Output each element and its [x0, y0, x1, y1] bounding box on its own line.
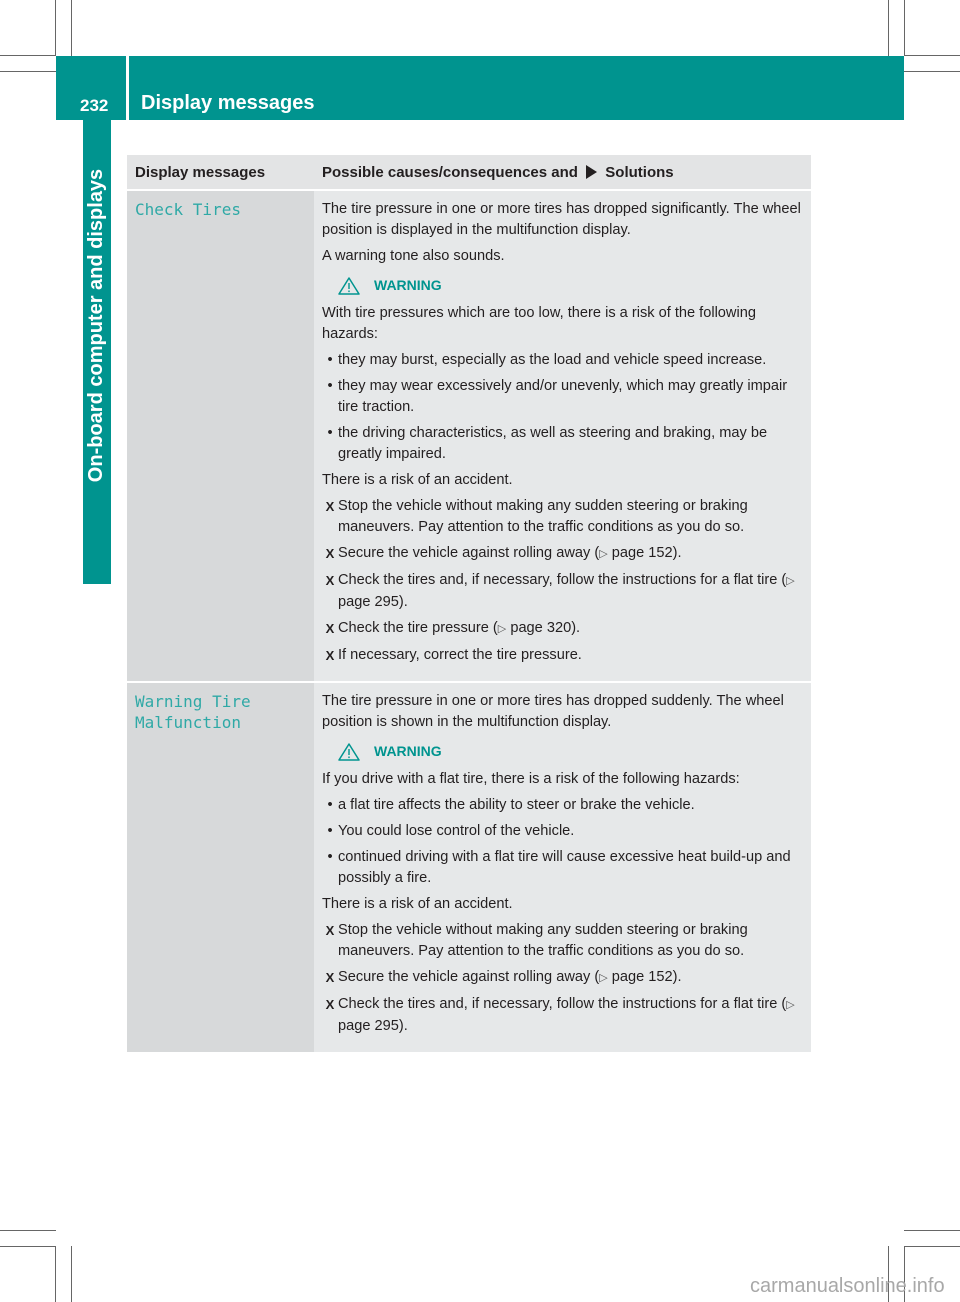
bullet-icon: •	[327, 849, 333, 865]
step-text: Stop the vehicle without making any sudden steering or braking maneuvers. Pay attention to the traffic conditions as you do so.	[338, 922, 748, 959]
bullet-icon: •	[327, 797, 333, 813]
warning-label: WARNING	[374, 277, 442, 293]
chapter-title: On-board computer and displays	[85, 168, 108, 482]
crop-mark	[71, 0, 72, 56]
step-x-icon: X	[325, 499, 335, 514]
display-message-cell	[127, 190, 314, 682]
step-text: Stop the vehicle without making any sudden steering or braking maneuvers. Pay attention to the traffic conditions as you do so.	[338, 498, 748, 535]
page-ref-arrow-icon: ▷	[786, 575, 795, 587]
warning-triangle-icon	[338, 277, 360, 295]
step-text: Check the tires and, if necessary, follow the instructions for a flat tire (	[338, 996, 787, 1012]
warning-intro: With tire pressures which are too low, there is a risk of the following hazards:	[322, 305, 756, 342]
bullet-text: a flat tire affects the ability to steer or brake the vehicle.	[338, 797, 695, 813]
chapter-side-tab-label	[83, 120, 111, 530]
list-item	[322, 847, 804, 889]
step-text: Check the tires and, if necessary, follow the instructions for a flat tire (	[338, 572, 787, 588]
page-ref-arrow-icon: ▷	[599, 972, 608, 984]
step-item	[322, 994, 804, 1037]
page-ref-arrow-icon: ▷	[599, 548, 608, 560]
table-row	[127, 682, 811, 1052]
bullet-text: You could lose control of the vehicle.	[338, 823, 575, 839]
display-message-cell	[127, 682, 314, 1052]
header-divider	[126, 56, 129, 120]
page-ref-arrow-icon: ▷	[497, 623, 507, 635]
step-item	[322, 618, 804, 640]
bullet-icon: •	[327, 378, 333, 394]
step-text: Secure the vehicle against rolling away (	[338, 969, 600, 985]
watermark-text: carmanualsonline.info	[750, 1275, 945, 1297]
list-item	[322, 821, 804, 842]
causes-solutions-cell	[314, 190, 811, 682]
crop-mark	[904, 1230, 960, 1231]
table-header-row	[127, 155, 811, 190]
crop-mark	[904, 1246, 960, 1247]
warning-heading	[338, 741, 804, 762]
list-item	[322, 423, 804, 465]
warning-label: WARNING	[374, 743, 442, 759]
column-header-suffix: Solutions	[605, 163, 674, 181]
step-item	[322, 967, 804, 989]
step-item	[322, 496, 804, 538]
cause-paragraph: The tire pressure in one or more tires has dropped suddenly. The wheel position is shown in the multifunction display.	[322, 693, 784, 730]
bullet-icon: •	[327, 425, 333, 441]
page-ref-arrow-icon: ▷	[786, 999, 795, 1011]
column-header-causes-solutions	[314, 155, 811, 190]
display-message-code: Warning Tire Malfunction	[135, 692, 251, 732]
display-messages-table	[127, 155, 811, 1052]
risk-statement: There is a risk of an accident.	[322, 472, 513, 488]
page-reference-link[interactable]: page 295).	[338, 1018, 408, 1034]
step-x-icon: X	[325, 648, 335, 663]
bullet-icon: •	[327, 823, 333, 839]
step-x-icon: X	[325, 970, 335, 985]
warning-heading	[338, 275, 804, 296]
crop-mark	[888, 0, 889, 56]
step-x-icon: X	[325, 997, 335, 1012]
step-item	[322, 570, 804, 613]
crop-mark	[904, 0, 905, 56]
cause-paragraph: The tire pressure in one or more tires has dropped significantly. The wheel position is displayed in the multifunction display.	[322, 201, 801, 238]
crop-mark	[55, 0, 56, 56]
list-item	[322, 350, 804, 371]
crop-mark	[0, 71, 56, 72]
causes-solutions-cell	[314, 682, 811, 1052]
step-text: Check the tire pressure (	[338, 620, 498, 636]
play-arrow-icon	[586, 165, 597, 179]
display-message-code: Check Tires	[135, 200, 241, 219]
page-reference-link[interactable]: page 295).	[338, 594, 408, 610]
bullet-icon: •	[327, 352, 333, 368]
bullet-text: continued driving with a flat tire will cause excessive heat build-up and possibly a fire.	[338, 849, 791, 886]
list-item	[322, 795, 804, 816]
crop-mark	[0, 55, 56, 56]
page-number: 232	[80, 96, 109, 115]
step-item	[322, 543, 804, 565]
warning-triangle-icon	[338, 743, 360, 761]
crop-mark	[904, 71, 960, 72]
crop-mark	[71, 1246, 72, 1302]
crop-mark	[904, 55, 960, 56]
crop-mark	[0, 1230, 56, 1231]
risk-statement: There is a risk of an accident.	[322, 896, 513, 912]
crop-mark	[55, 1246, 56, 1302]
step-item	[322, 920, 804, 962]
bullet-text: they may burst, especially as the load and vehicle speed increase.	[338, 352, 767, 368]
page-title: Display messages	[141, 92, 315, 114]
step-text: If necessary, correct the tire pressure.	[338, 647, 582, 663]
step-x-icon: X	[325, 546, 335, 561]
list-item	[322, 376, 804, 418]
page-reference-link[interactable]: page 320).	[510, 620, 581, 636]
step-item	[322, 645, 804, 666]
bullet-text: they may wear excessively and/or unevenly, which may greatly impair tire traction.	[338, 378, 788, 415]
crop-mark	[0, 1246, 56, 1247]
page-reference-link[interactable]: page 152).	[611, 545, 682, 561]
column-header-prefix: Possible causes/consequences and	[322, 163, 578, 181]
step-x-icon: X	[325, 573, 335, 588]
page-reference-link[interactable]: page 152).	[611, 969, 682, 985]
step-text: Secure the vehicle against rolling away (	[338, 545, 600, 561]
warning-intro: If you drive with a flat tire, there is a risk of the following hazards:	[322, 771, 740, 787]
step-x-icon: X	[325, 923, 335, 938]
step-x-icon: X	[325, 621, 335, 636]
table-row	[127, 190, 811, 682]
cause-paragraph: A warning tone also sounds.	[322, 248, 505, 264]
column-header-display-messages: Display messages	[127, 155, 314, 190]
bullet-text: the driving characteristics, as well as steering and braking, may be greatly impaired.	[338, 425, 768, 462]
